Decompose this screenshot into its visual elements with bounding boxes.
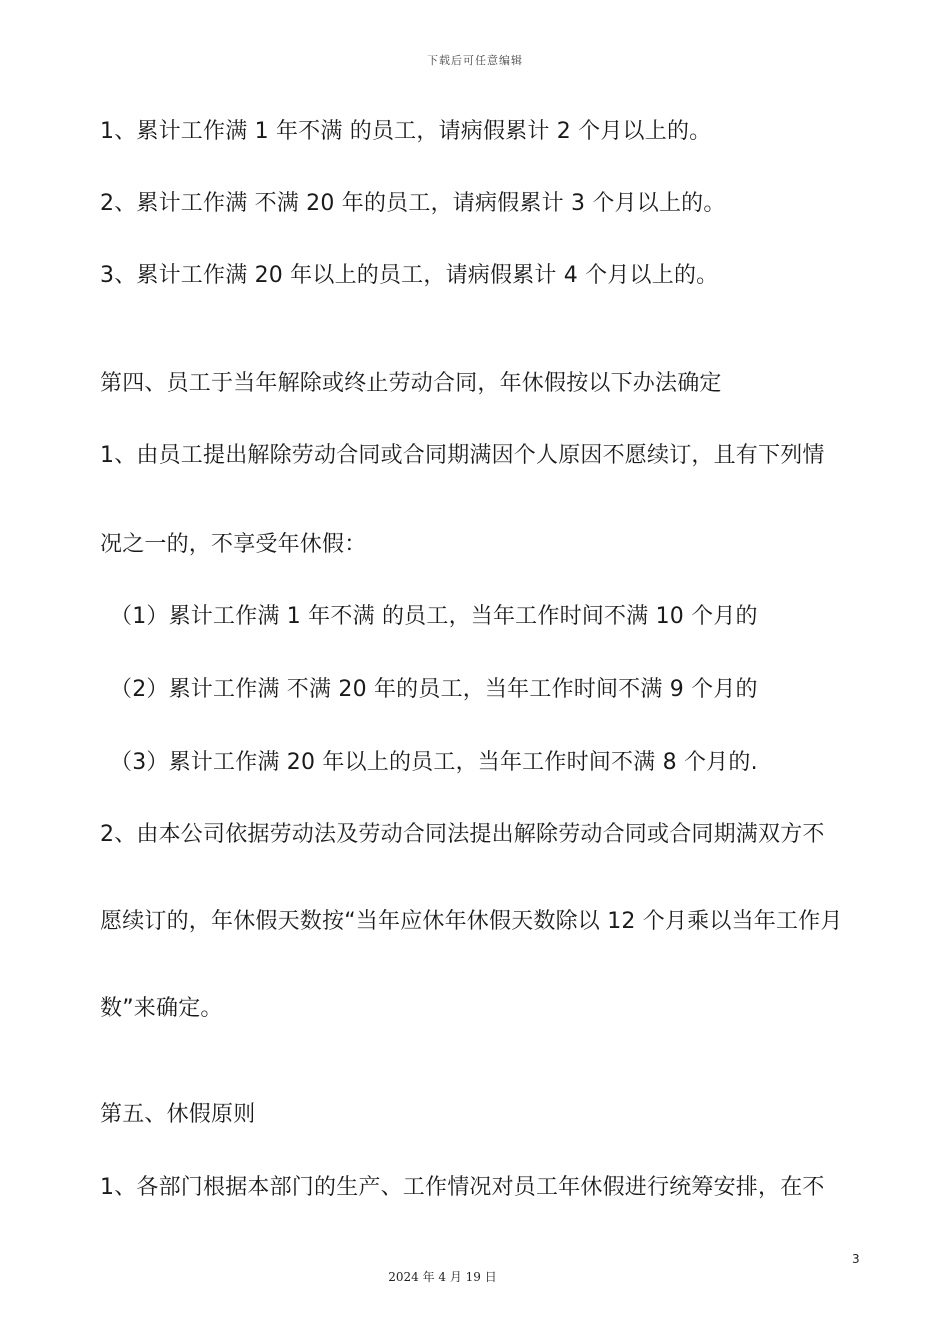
paragraph-line: 2、由本公司依据劳动法及劳动合同法提出解除劳动合同或合同期满双方不	[100, 822, 825, 847]
list-item: （2）累计工作满 不满 20 年的员工，当年工作时间不满 9 个月的	[110, 677, 758, 702]
paragraph-line: 况之一的，不享受年休假：	[100, 532, 367, 557]
paragraph-line: 愿续订的，年休假天数按“当年应休年休假天数除以 12 个月乘以当年工作月	[100, 909, 843, 934]
paragraph-line: 2、累计工作满 不满 20 年的员工，请病假累计 3 个月以上的。	[100, 191, 726, 216]
header-note: 下载后可任意编辑	[427, 54, 523, 67]
list-item: （3）累计工作满 20 年以上的员工，当年工作时间不满 8 个月的.	[110, 750, 758, 775]
section-heading: 第四、员工于当年解除或终止劳动合同，年休假按以下办法确定	[100, 371, 722, 396]
paragraph-line: 1、由员工提出解除劳动合同或合同期满因个人原因不愿续订，且有下列情	[100, 443, 825, 468]
paragraph-line: 3、累计工作满 20 年以上的员工，请病假累计 4 个月以上的。	[100, 263, 719, 288]
list-item: （1）累计工作满 1 年不满 的员工，当年工作时间不满 10 个月的	[110, 604, 758, 629]
paragraph-line: 1、累计工作满 1 年不满 的员工，请病假累计 2 个月以上的。	[100, 119, 712, 144]
paragraph-line: 1、各部门根据本部门的生产、工作情况对员工年休假进行统筹安排，在不	[100, 1175, 825, 1200]
section-heading: 第五、休假原则	[100, 1102, 256, 1127]
page-number: 3	[852, 1252, 860, 1266]
paragraph-line: 数”来确定。	[100, 996, 223, 1021]
footer-date: 2024 年 4 月 19 日	[388, 1270, 497, 1284]
